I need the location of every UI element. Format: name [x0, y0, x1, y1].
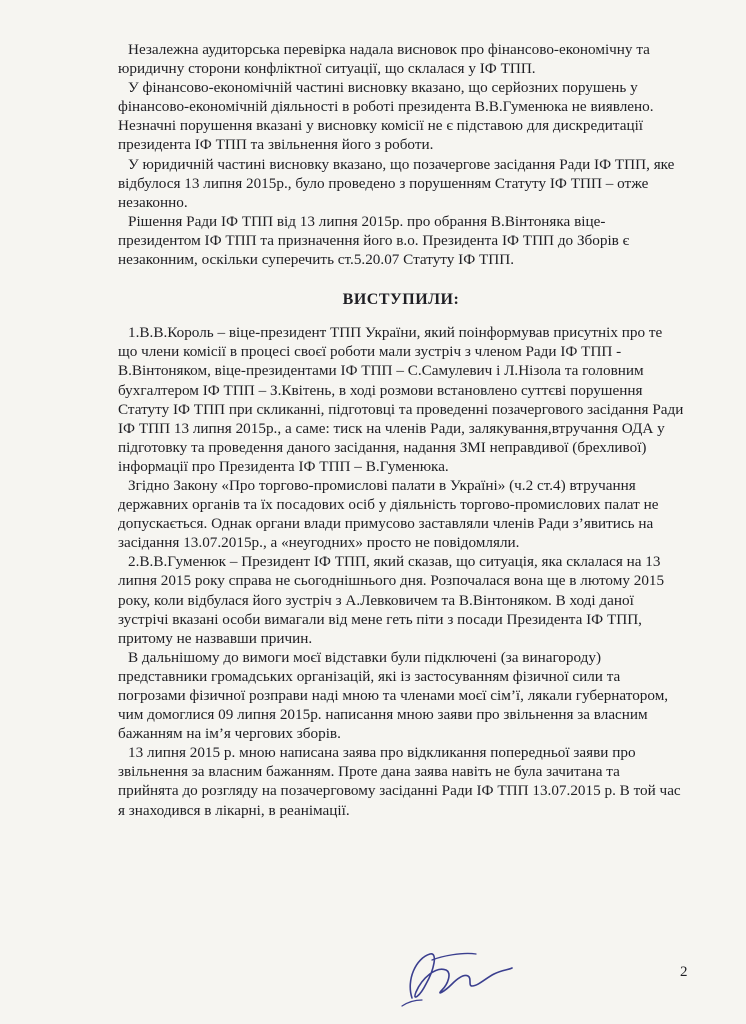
paragraph-legal-part: У юридичній частині висновку вказано, що позачергове засідання Ради ІФ ТПП, яке відбулося 13 липня 2015р., було проведено з порушенням Статуту ІФ ТПП – отже незаконно.: [118, 155, 675, 211]
section-heading: ВИСТУПИЛИ:: [342, 291, 460, 309]
paragraph-audit-conclusion: Незалежна аудиторська перевірка надала висновок про фінансово-економічну та юридичну сторони конфліктної ситуації, що склалася у ІФ ТПП.: [118, 41, 650, 78]
paragraph-council-decision: Рішення Ради ІФ ТПП від 13 липня 2015р. про обрання В.Вінтоняка віце-президентом ІФ ТПП та призначення його в.о. Президента ІФ ТПП до Зборів є незаконним, оскільки суперечить ст.5.20.07 Статуту ІФ ТПП.: [118, 212, 630, 269]
paragraph-speaker-gumeniuk: 2.В.В.Гуменюк – Президент ІФ ТПП, який сказав, що ситуація, яка склалася на 13 липня 2015 року справа не сьогоднішнього дня. Розпочалася вона ще в лютому 2015 року, коли відбулася його зустріч з А.Левковичем та В.Вінтоняком. В ході даної зустрічі вказані особи вимагали від мене геть піти з посади Президента ІФ ТПП, притому не назвавши причин.: [118, 553, 665, 647]
signature-icon: [372, 940, 552, 1010]
document-body: [118, 40, 684, 820]
paragraph-withdrawal-statement: 13 липня 2015 р. мною написана заява про відкликання попередньої заяви про звільнення за власним бажанням. Проте дана заява навіть не була зачитана та прийнята до розгляду на позачерговому засіданні Ради ІФ ТПП 13.07.2015 р. В той час я знаходився в лікарні, в реанімації.: [118, 744, 681, 819]
paragraph-law-reference: Згідно Закону «Про торгово-промислові палати в Україні» (ч.2 ст.4) втручання державних органів та їх посадових осіб у діяльність торгово-промислових палат не допускається. Однак органи влади примусово заставляли членів Ради з’явитись на засідання 13.07.2015р., а «неугодних» просто не повідомляли.: [118, 476, 659, 552]
paragraph-speaker-korol: 1.В.В.Король – віце-президент ТПП України, який поінформував присутніх про те що члени комісії в процесі своєї роботи мали зустріч з членом Ради ІФ ТПП - В.Вінтоняком, віце-президентами ІФ ТПП – С.Самулевич і Л.Нізола та головним бухгалтером ІФ ТПП – З.Квітень, в ході розмови встановлено суттєві порушення Статуту ІФ ТПП при скликанні, підготовці та проведенні позачергового засідання Ради ІФ ТПП 13 липня 2015р., а саме: тиск на членів Ради, залякування,втручання ОДА у підготовку та проведення даного засідання, надання ЗМІ неправдивої (брехливої) інформації про Президента ІФ ТПП – В.Гуменюка.: [118, 324, 684, 475]
paragraph-resignation-pressure: В дальнішому до вимоги моєї відставки були підключені (за винагороду) представники громадських організацій, які із застосуванням фізичної сили та погрозами фізичної розправи наді мною та членами моєї сім’ї, лякали губернатором, чим домоглися 09 липня 2015р. написання мною заяви про звільнення за власним бажанням на ім’я чергових зборів.: [118, 648, 669, 743]
page-number: 2: [680, 964, 688, 980]
paragraph-financial-part: У фінансово-економічній частині висновку вказано, що серйозних порушень у фінансово-економічній діяльності в роботі президента В.В.Гуменюка не виявлено. Незначні порушення вказані у висновку комісії не є підставою для дискредитації президента ІФ ТПП та звільнення його з роботи.: [118, 79, 654, 154]
